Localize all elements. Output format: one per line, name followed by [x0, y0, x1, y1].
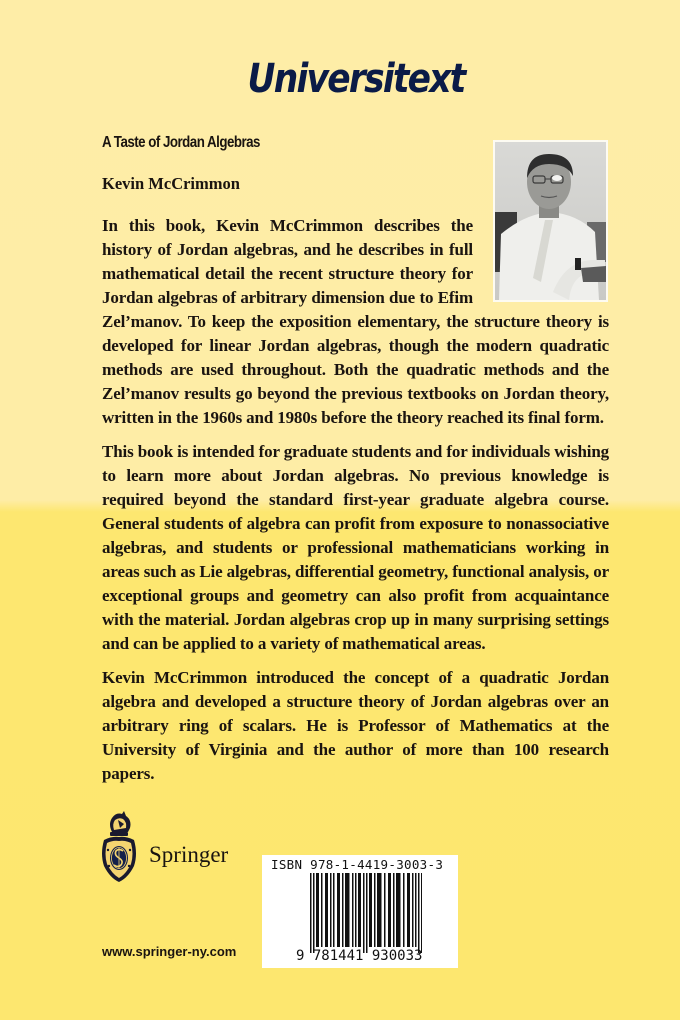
- publisher-name: Springer: [149, 842, 229, 867]
- photo-wrap-spacer: [481, 214, 609, 310]
- barcode-icon: [310, 873, 422, 953]
- publisher-url[interactable]: www.springer-ny.com: [102, 944, 237, 959]
- description-paragraph-3: Kevin McCrimmon introduced the concept of a quadratic Jordan algebra and developed a structure theory of Jordan algebras over an arbitrary ring of scalars. He is Professor of Mathematics at the University of Virginia and the author of more than 100 research papers.: [102, 668, 609, 783]
- isbn-barcode: [262, 855, 458, 968]
- description-paragraph-1: In this book, Kevin McCrimmon describes the history of Jordan algebras, and he describes in full mathematical detail the recent structure theory for Jordan algebras of arbitrary dimension due to Efim Zel’manov. To keep the exposition elementary, the structure theory is developed for linear Jordan algebras, though the modern quadratic methods are used throughout. Both the quadratic methods and the Zel’manov results go beyond the previous textbooks on Jordan theory, written in the 1960s and 1980s before the theory reached its final form.: [102, 216, 609, 427]
- series-title: Universitext: [247, 56, 465, 102]
- description: [102, 214, 609, 796]
- description-paragraph-2: This book is intended for graduate students and for individuals wishing to learn more about Jordan algebras. No previous knowledge is required beyond the standard first-year graduate algebra course. General students of algebra can profit from exposure to nonassociative algebras, and students or professional mathematicians working in areas such as Lie algebras, differential geometry, functional analysis, or exceptional groups and geometry can also profit from acquaintance with the material. Jordan algebras crop up in many surprising settings and can be applied to a variety of mathematical areas.: [102, 442, 609, 653]
- book-title: A Taste of Jordan Algebras: [102, 134, 260, 151]
- springer-knight-icon: [98, 810, 140, 884]
- isbn-label: ISBN 978-1-4419-3003-3: [271, 857, 444, 872]
- barcode-digits: 9 781441 930033: [296, 948, 423, 964]
- author-name: Kevin McCrimmon: [102, 174, 240, 193]
